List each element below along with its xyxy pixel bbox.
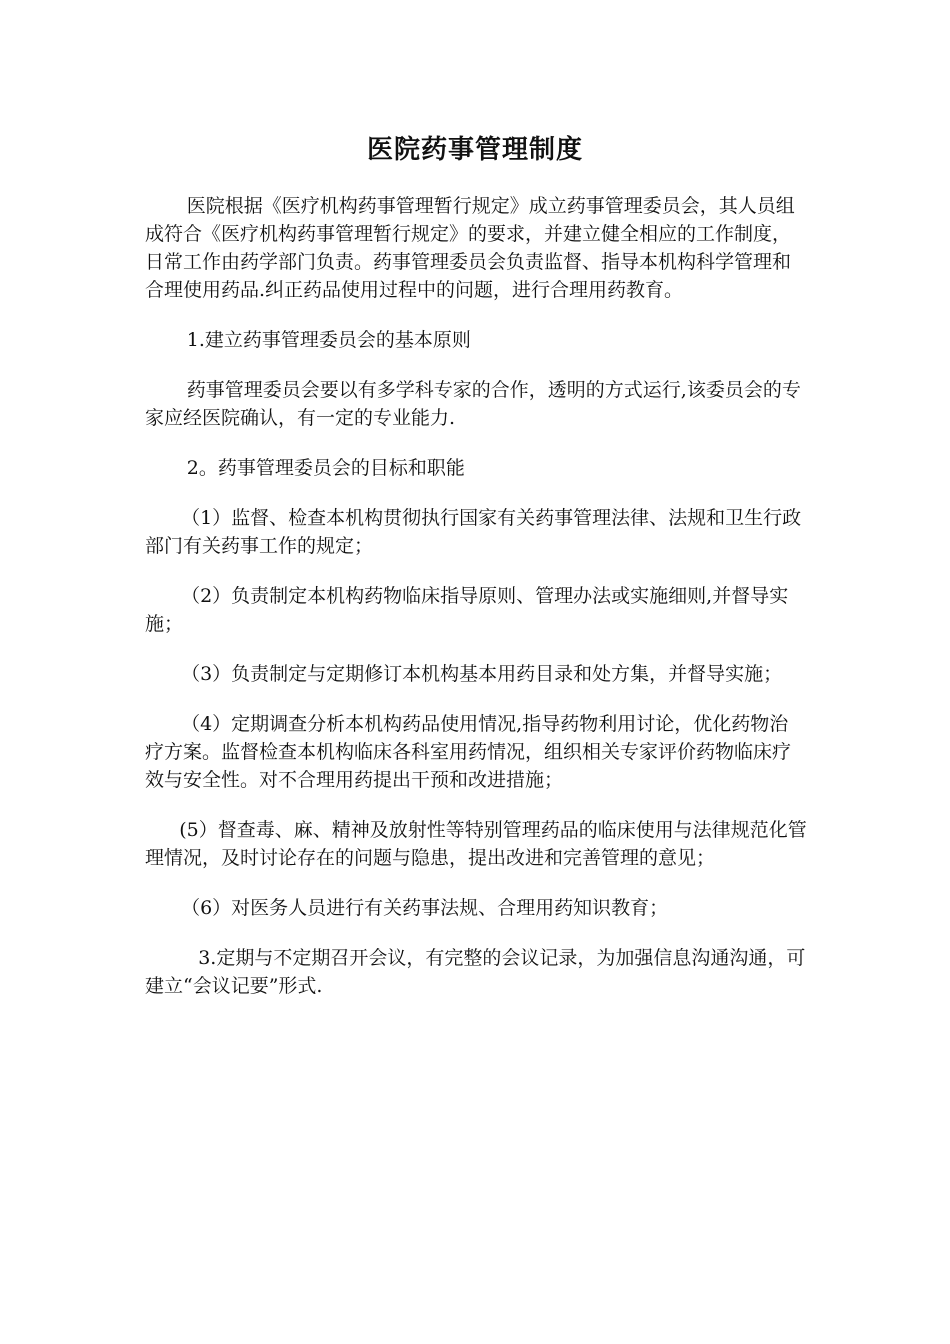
list-item-2: （2）负责制定本机构药物临床指导原则、管理办法或实施细则,并督导实施； — [145, 585, 789, 635]
section-heading-2: 2。药事管理委员会的目标和职能 — [186, 457, 465, 479]
list-item-1: （1）监督、检查本机构贯彻执行国家有关药事管理法律、法规和卫生行政部门有关药事工作的规定； — [145, 507, 802, 557]
list-item-4: （4）定期调查分析本机构药品使用情况,指导药物利用讨论，优化药物治疗方案。监督检查本机构临床各科室用药情况，组织相关专家评价药物临床疗效与安全性。对不合理用药提出干预和改进措施； — [145, 713, 792, 791]
paragraph-principles: 药事管理委员会要以有多学科专家的合作，透明的方式运行,该委员会的专家应经医院确认，有一定的专业能力. — [145, 379, 801, 429]
section-heading-3: 3.定期与不定期召开会议，有完整的会议记录，为加强信息沟通沟通，可建立“会议记要”形式. — [145, 947, 806, 997]
list-item-3: （3）负责制定与定期修订本机构基本用药目录和处方集，并督导实施； — [181, 663, 783, 685]
section-heading-1: 1.建立药事管理委员会的基本原则 — [186, 329, 471, 351]
document-body — [145, 192, 807, 1022]
list-item-5: (5）督查毒、麻、精神及放射性等特别管理药品的临床使用与法律规范化管理情况，及时讨论存在的问题与隐患，提出改进和完善管理的意见； — [145, 819, 807, 869]
list-item-6: （6）对医务人员进行有关药事法规、合理用药知识教育； — [181, 897, 669, 919]
document-title: 医院药事管理制度 — [366, 135, 583, 165]
paragraph-intro: 医院根据《医疗机构药事管理暂行规定》成立药事管理委员会，其人员组成符合《医疗机构药事管理暂行规定》的要求，并建立健全相应的工作制度，日常工作由药学部门负责。药事管理委员会负责监督、指导本机构科学管理和合理使用药品.纠正药品使用过程中的问题，进行合理用药教育。 — [145, 195, 795, 301]
